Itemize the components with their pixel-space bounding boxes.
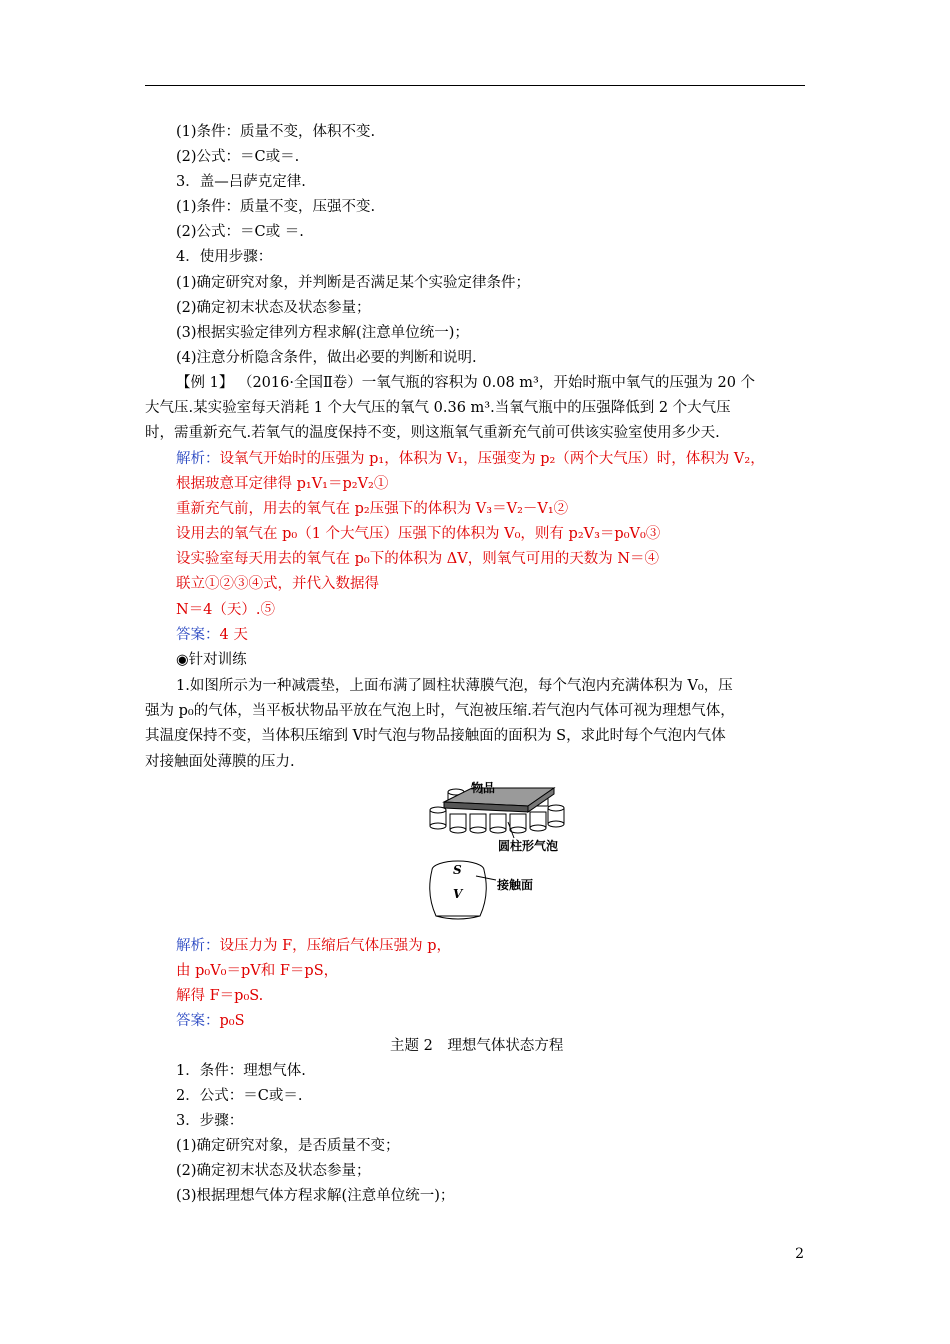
training-heading: ◉针对训练 <box>176 652 247 668</box>
question-line: 其温度保持不变，当体积压缩到 V时气泡与物品接触面的面积为 S，求此时每个气泡内气体 <box>145 728 726 744</box>
answer-line <box>176 625 248 645</box>
text-line: (2)公式：＝C或 ＝. <box>176 224 304 240</box>
solution-text: 设压力为 F，压缩后气体压强为 p， <box>219 938 452 954</box>
solution-line: N＝4（天）.⑤ <box>176 602 276 618</box>
text-line: (1)确定研究对象，并判断是否满足某个实验定律条件； <box>176 275 531 291</box>
text-line: (2)公式：＝C或＝. <box>176 149 300 165</box>
solution-line: 联立①②③④式，并代入数据得 <box>176 576 379 592</box>
text-line: (1)条件：质量不变，压强不变. <box>176 199 376 215</box>
page-number: 2 <box>795 1246 804 1262</box>
figure-label-v: V <box>453 887 463 901</box>
question-line: 1.如图所示为一种减震垫，上面布满了圆柱状薄膜气泡，每个气泡内充满体积为 V₀，压 <box>176 678 733 694</box>
text-line: (2)确定初末状态及状态参量； <box>176 300 371 316</box>
text-line: (3)根据理想气体方程求解(注意单位统一)； <box>176 1188 455 1204</box>
header-rule <box>145 85 805 86</box>
figure-label-bubble: 圆柱形气泡 <box>498 839 559 853</box>
solution-line: 由 p₀V₀＝pV和 F＝pS， <box>176 963 339 979</box>
figure-label-item: 物品 <box>471 781 496 795</box>
solution-line: 解得 F＝p₀S. <box>176 988 264 1004</box>
text-line: (1)确定研究对象，是否质量不变； <box>176 1138 400 1154</box>
example-line: 大气压.某实验室每天消耗 1 个大气压的氧气 0.36 m³.当氧气瓶中的压强降低到 2 个大气压 <box>145 400 731 416</box>
solution-line: 重新充气前，用去的氧气在 p₂压强下的体积为 V₃＝V₂－V₁② <box>176 501 569 517</box>
text-line: (2)确定初末状态及状态参量； <box>176 1163 371 1179</box>
answer-line <box>176 1011 245 1031</box>
answer-label: 答案： <box>176 627 220 643</box>
text-line: (3)根据实验定律列方程求解(注意单位统一)； <box>176 325 469 341</box>
text-line: 4．使用步骤： <box>176 249 273 265</box>
solution-line: 设用去的氧气在 p₀（1 个大气压）压强下的体积为 V₀，则有 p₂V₃＝p₀V₀③ <box>176 526 661 542</box>
answer-value: 4 天 <box>219 627 248 643</box>
section-title: 主题 2 理想气体状态方程 <box>390 1038 564 1054</box>
solution-text: 设氧气开始时的压强为 p₁，体积为 V₁，压强变为 p₂（两个大气压）时，体积为 V₂， <box>219 451 765 467</box>
solution-line: 设实验室每天用去的氧气在 p₀下的体积为 ΔV，则氧气可用的天数为 N＝④ <box>176 551 660 567</box>
text-line: 3．步骤： <box>176 1113 244 1129</box>
question-line: 对接触面处薄膜的压力. <box>145 754 295 770</box>
text-line: 1．条件：理想气体. <box>176 1063 306 1079</box>
solution-line: 根据玻意耳定律得 p₁V₁＝p₂V₂① <box>176 476 389 492</box>
example-line: 【例 1】 （2016·全国Ⅱ卷）一氧气瓶的容积为 0.08 m³，开始时瓶中氧气的压强为 20 个 <box>176 375 756 391</box>
figure-label-s: S <box>453 863 462 877</box>
figure-label-contact: 接触面 <box>497 878 534 892</box>
question-line: 强为 p₀的气体，当平板状物品平放在气泡上时，气泡被压缩.若气泡内气体可视为理想气体， <box>145 703 735 719</box>
text-line: 2．公式：＝C或＝. <box>176 1088 303 1104</box>
solution-label: 解析： <box>176 451 220 467</box>
text-line: (4)注意分析隐含条件，做出必要的判断和说明. <box>176 350 477 366</box>
text-line: 3．盖—吕萨克定律. <box>176 174 306 190</box>
solution-label: 解析： <box>176 938 220 954</box>
answer-label: 答案： <box>176 1013 220 1029</box>
answer-value: p₀S <box>219 1013 245 1029</box>
solution-line <box>176 449 765 469</box>
solution-line <box>176 936 451 956</box>
example-line: 时，需重新充气.若氧气的温度保持不变，则这瓶氧气重新充气前可供该实验室使用多少天. <box>145 425 720 441</box>
text-line: (1)条件：质量不变，体积不变. <box>176 124 376 140</box>
